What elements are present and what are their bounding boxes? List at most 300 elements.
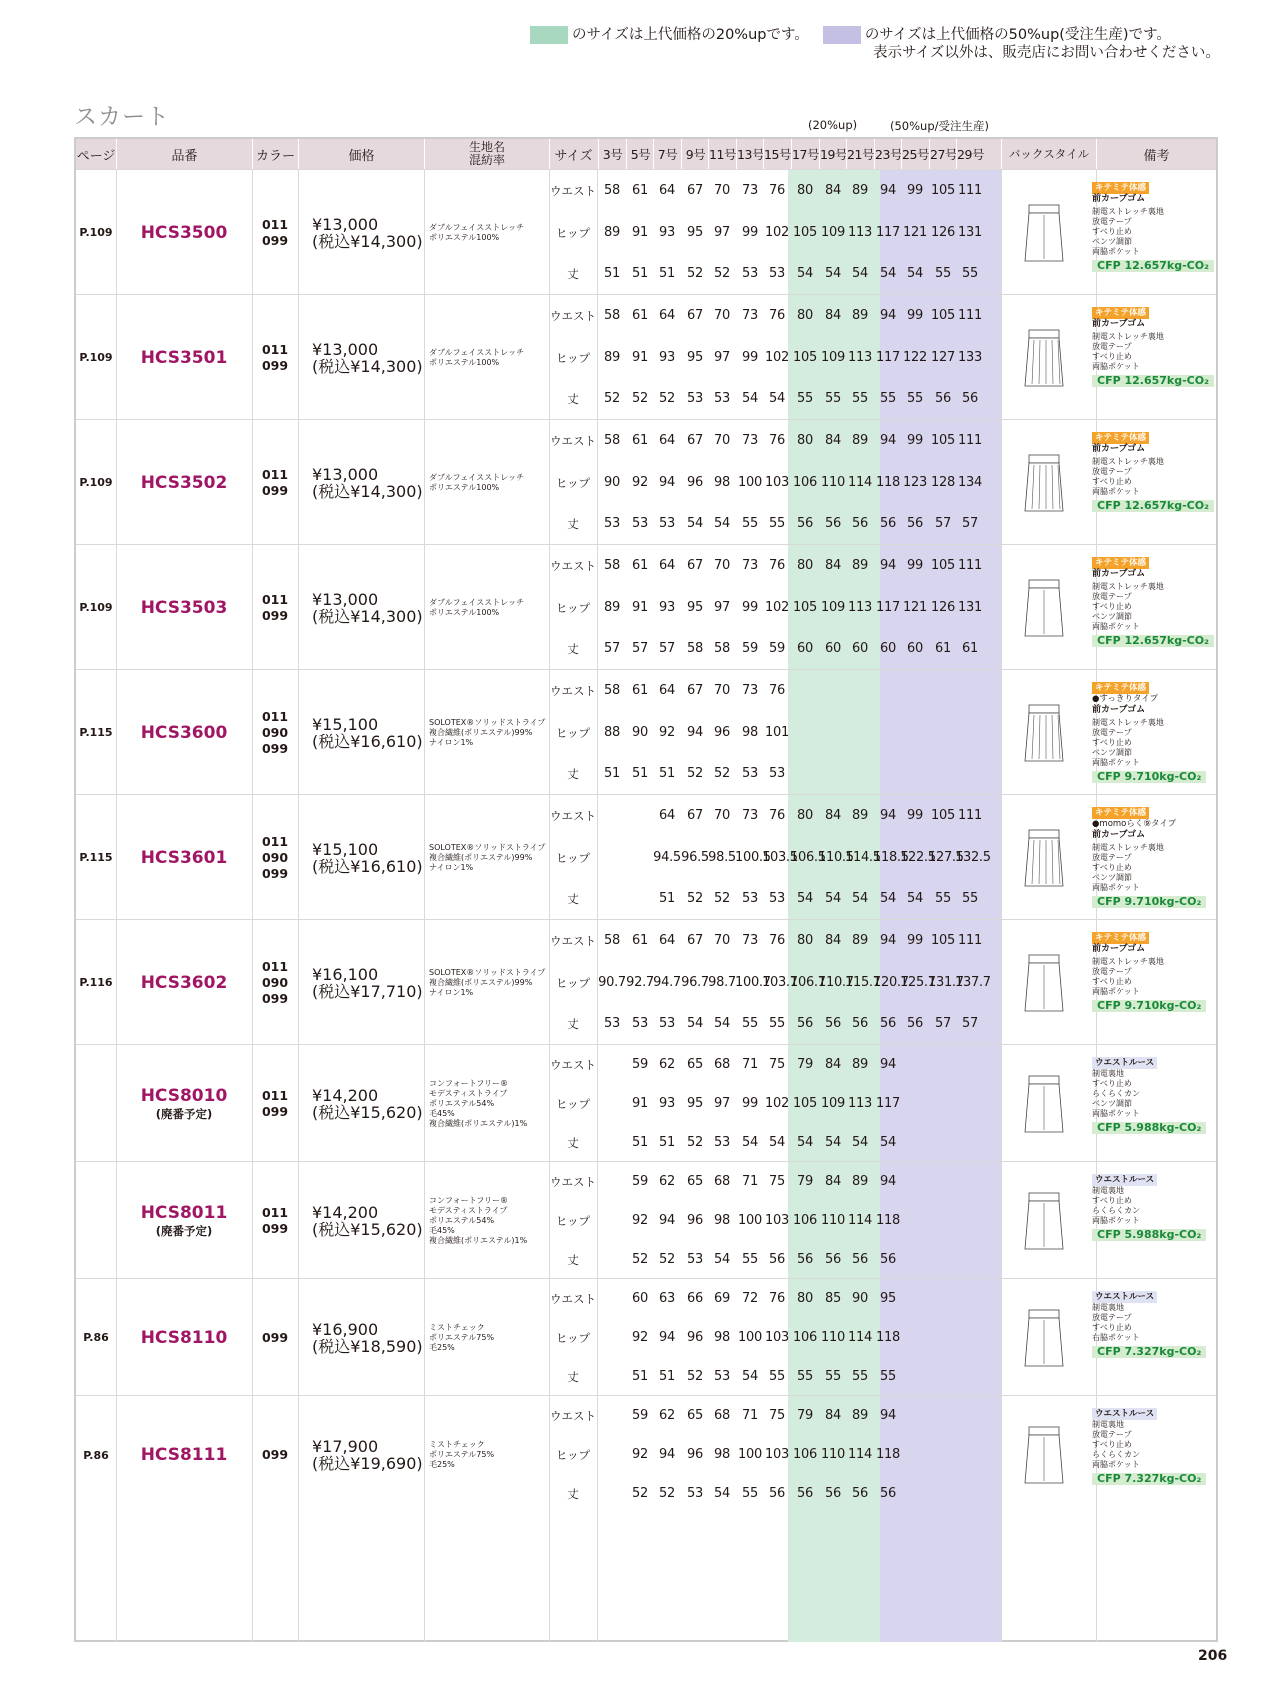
size-value-waist: 73 <box>742 308 758 323</box>
price-cell <box>298 420 424 545</box>
size-value-length: 54 <box>880 1135 896 1150</box>
size-value-length: 58 <box>687 641 703 656</box>
size-value-hip: 102 <box>765 225 789 240</box>
green-swatch <box>530 26 568 44</box>
size-value-length: 55 <box>935 891 951 906</box>
legend-green-text: のサイズは上代価格の20%upです。 <box>572 27 809 43</box>
size-value-hip: 94.5 <box>653 850 681 865</box>
size-value-waist: 105 <box>931 183 955 198</box>
size-value-waist: 89 <box>852 308 868 323</box>
product-code: HCS3500 <box>140 222 228 243</box>
color-code: 099 <box>261 1447 289 1462</box>
size-value-hip: 122 <box>903 350 927 365</box>
measure-label-length: 丈 <box>567 517 579 531</box>
size-value-length: 53 <box>769 891 785 906</box>
size-value-waist: 67 <box>687 308 703 323</box>
size-value-waist: 80 <box>797 183 813 198</box>
size-value-hip: 88 <box>604 725 620 740</box>
header-size-3: 9号 <box>681 139 709 169</box>
size-value-length: 53 <box>714 1135 730 1150</box>
size-value-length: 52 <box>604 391 620 406</box>
size-value-length: 53 <box>742 766 758 781</box>
feature-item: 放電テープ <box>1092 967 1132 976</box>
size-value-waist: 67 <box>687 933 703 948</box>
catalog-page: P.115 <box>79 851 113 864</box>
size-value-length: 57 <box>962 1016 978 1031</box>
fabric-line: ポリエステル100% <box>429 607 500 617</box>
size-value-hip: 91 <box>632 350 648 365</box>
color-code: 099 <box>261 482 289 498</box>
feature-item: 制電裏地 <box>1092 1420 1124 1429</box>
fabric-cell <box>424 1396 549 1514</box>
price: ¥13,000 <box>312 214 379 234</box>
price-cell <box>298 1045 424 1162</box>
feature-item: すべり止め <box>1092 977 1132 986</box>
feature-item: すべり止め <box>1092 863 1132 872</box>
price-cell <box>298 295 424 420</box>
size-value-waist: 79 <box>797 1408 813 1423</box>
size-value-length: 57 <box>935 1016 951 1031</box>
size-value-waist: 80 <box>797 308 813 323</box>
size-value-hip: 97 <box>714 225 730 240</box>
size-value-length: 52 <box>687 1369 703 1384</box>
size-value-hip: 92 <box>659 725 675 740</box>
header-size-8: 19号 <box>819 139 847 169</box>
size-value-hip: 102 <box>765 1096 789 1111</box>
feature-item: 放電テープ <box>1092 592 1132 601</box>
color-code: 099 <box>261 232 289 248</box>
catalog-page: P.109 <box>79 226 113 239</box>
size-value-hip: 93 <box>659 600 675 615</box>
size-value-hip: 101 <box>765 725 789 740</box>
size-value-hip: 97 <box>714 600 730 615</box>
size-value-waist: 65 <box>687 1408 703 1423</box>
size-value-waist: 70 <box>714 808 730 823</box>
feature-item: すべり止め <box>1092 738 1132 747</box>
header-size-0: 3号 <box>598 139 626 169</box>
color-codes <box>252 920 298 1045</box>
measure-label-hip: ヒップ <box>555 726 591 740</box>
size-value-length: 53 <box>769 766 785 781</box>
size-value-waist: 68 <box>714 1057 730 1072</box>
header-size-1: 5号 <box>626 139 654 169</box>
measure-label-length: 丈 <box>567 1017 579 1031</box>
feature-item: 両脇ポケット <box>1092 758 1140 767</box>
size-value-hip: 114.5 <box>845 850 881 865</box>
measure-label-length: 丈 <box>567 1487 579 1501</box>
fabric-line: ダブルフェイスストレッチ <box>429 222 525 232</box>
size-value-length: 53 <box>687 1252 703 1267</box>
size-value-waist: 111 <box>958 558 982 573</box>
size-value-waist: 66 <box>687 1291 703 1306</box>
feature-item: らくらくカン <box>1092 1089 1140 1098</box>
size-value-length: 54 <box>852 891 868 906</box>
feature-item: 右脇ポケット <box>1092 1333 1140 1342</box>
size-value-hip: 123 <box>903 475 927 490</box>
size-value-hip: 93 <box>659 1096 675 1111</box>
product-code: HCS3503 <box>140 597 228 618</box>
size-value-hip: 94.7 <box>653 975 681 990</box>
size-value-hip: 106.7 <box>790 975 826 990</box>
feature-item: 放電テープ <box>1092 467 1132 476</box>
size-value-length: 56 <box>852 1016 868 1031</box>
table-row <box>76 544 1216 669</box>
size-value-waist: 61 <box>632 183 648 198</box>
feature-tag: キテミテ体感 <box>1092 307 1149 319</box>
measure-label-hip: ヒップ <box>555 601 591 615</box>
size-value-hip: 121 <box>903 600 927 615</box>
feature-tag: ウエストルース <box>1092 1408 1157 1420</box>
header-size-7: 17号 <box>791 139 819 169</box>
feature-item: 放電テープ <box>1092 853 1132 862</box>
size-value-waist: 94 <box>880 933 896 948</box>
size-value-length: 56 <box>797 1252 813 1267</box>
feature-item: すべり止め <box>1092 352 1132 361</box>
price: ¥13,000 <box>312 589 379 609</box>
color-codes <box>252 1396 298 1514</box>
feature-item: 制電ストレッチ裏地 <box>1092 332 1164 341</box>
catalog-page: P.86 <box>83 1448 109 1462</box>
catalog-page: P.86 <box>83 1331 109 1344</box>
price-cell <box>298 545 424 670</box>
catalog-page <box>76 1162 116 1279</box>
size-value-waist: 94 <box>880 1408 896 1423</box>
size-value-length: 54 <box>769 391 785 406</box>
size-value-hip: 118 <box>876 1447 900 1462</box>
color-code: 090 <box>261 849 289 865</box>
price: ¥16,100 <box>312 964 379 984</box>
size-value-hip: 114 <box>848 1213 872 1228</box>
size-value-hip: 113 <box>848 600 872 615</box>
color-code: 090 <box>261 724 289 740</box>
measure-label-waist: ウエスト <box>550 684 596 698</box>
price: ¥17,900 <box>312 1437 379 1456</box>
remarks-cell <box>1092 432 1212 512</box>
catalog-page <box>76 1045 116 1162</box>
price: ¥14,200 <box>312 1202 379 1222</box>
size-value-hip: 121 <box>903 225 927 240</box>
size-value-hip: 110 <box>821 1330 845 1345</box>
measure-label-hip: ヒップ <box>555 851 591 865</box>
feature-item: 制電ストレッチ裏地 <box>1092 582 1164 591</box>
size-value-waist: 58 <box>604 183 620 198</box>
price-with-tax: (税込¥19,690) <box>312 1454 423 1473</box>
size-value-hip: 134 <box>958 475 982 490</box>
size-value-hip: 92.7 <box>626 975 654 990</box>
size-value-length: 56 <box>880 516 896 531</box>
remarks-cell <box>1092 682 1212 783</box>
size-value-length: 54 <box>742 391 758 406</box>
size-value-waist: 99 <box>907 808 923 823</box>
size-value-hip: 117 <box>876 225 900 240</box>
size-value-waist: 80 <box>797 433 813 448</box>
size-value-length: 55 <box>880 391 896 406</box>
size-value-length: 54 <box>825 1135 841 1150</box>
size-value-hip: 127.5 <box>928 850 964 865</box>
feature-item: すべり止め <box>1092 602 1132 611</box>
size-value-hip: 131 <box>958 600 982 615</box>
size-value-waist: 94 <box>880 183 896 198</box>
table-row <box>76 919 1216 1044</box>
product-code-cell <box>116 295 252 420</box>
size-value-length: 56 <box>797 1016 813 1031</box>
size-value-length: 54 <box>852 266 868 281</box>
size-value-length: 61 <box>935 641 951 656</box>
size-value-hip: 100.5 <box>735 850 771 865</box>
size-value-length: 54 <box>769 1135 785 1150</box>
size-value-waist: 70 <box>714 683 730 698</box>
fabric-line: ポリエステル75% <box>429 1332 495 1342</box>
size-value-waist: 70 <box>714 308 730 323</box>
feature-tag: キテミテ体感 <box>1092 807 1149 819</box>
fit-type: ●momoらく⑨タイプ <box>1092 819 1177 829</box>
size-value-hip: 97 <box>714 1096 730 1111</box>
color-codes <box>252 1162 298 1279</box>
size-value-length: 52 <box>632 1486 648 1501</box>
measure-label-waist: ウエスト <box>550 1292 596 1306</box>
fabric-cell <box>424 545 549 670</box>
feature-highlight: 前カーブゴム <box>1092 944 1146 954</box>
color-code: 099 <box>261 990 289 1006</box>
feature-item: 制電ストレッチ裏地 <box>1092 843 1164 852</box>
color-codes <box>252 795 298 920</box>
fabric-line: ナイロン1% <box>429 862 474 872</box>
header-remarks: 備考 <box>1096 139 1216 169</box>
catalog-page: P.109 <box>79 601 113 614</box>
size-value-hip: 103.7 <box>762 975 798 990</box>
price: ¥14,200 <box>312 1085 379 1105</box>
size-value-length: 55 <box>797 1369 813 1384</box>
remarks-cell <box>1092 932 1212 1012</box>
catalog-page: P.109 <box>79 351 113 364</box>
size-value-waist: 89 <box>852 808 868 823</box>
feature-item: 両脇ポケット <box>1092 247 1140 256</box>
price-cell <box>298 170 424 295</box>
back-style-illustration <box>1022 201 1066 265</box>
size-value-hip: 109 <box>821 225 845 240</box>
price-cell <box>298 670 424 795</box>
size-value-waist: 58 <box>604 558 620 573</box>
header-fabric-name: 生地名 <box>468 140 505 154</box>
size-value-hip: 95 <box>687 600 703 615</box>
size-value-hip: 102 <box>765 350 789 365</box>
size-value-length: 53 <box>659 516 675 531</box>
feature-highlight: 前カーブゴム <box>1092 705 1146 715</box>
color-code: 011 <box>261 958 289 974</box>
fabric-line: 複合繊維(ポリエステル)99% <box>429 977 533 987</box>
size-value-hip: 100 <box>738 1330 762 1345</box>
size-value-waist: 71 <box>742 1408 758 1423</box>
size-value-waist: 90 <box>852 1291 868 1306</box>
fabric-line: 複合繊維(ポリエステル)1% <box>429 1118 528 1128</box>
measure-label-hip: ヒップ <box>555 1214 591 1228</box>
size-value-length: 53 <box>714 391 730 406</box>
size-value-waist: 76 <box>769 183 785 198</box>
fabric-line: 複合繊維(ポリエステル)99% <box>429 852 533 862</box>
size-value-length: 56 <box>825 516 841 531</box>
size-value-length: 51 <box>632 1135 648 1150</box>
size-value-length: 53 <box>742 266 758 281</box>
feature-item: 放電テープ <box>1092 1313 1132 1322</box>
size-value-waist: 75 <box>769 1057 785 1072</box>
size-value-hip: 99 <box>742 600 758 615</box>
size-value-hip: 103.5 <box>762 850 798 865</box>
header-code: 品番 <box>116 139 252 169</box>
size-value-hip: 118 <box>876 1330 900 1345</box>
size-value-length: 53 <box>604 516 620 531</box>
size-value-hip: 94 <box>659 1213 675 1228</box>
price-with-tax: (税込¥15,620) <box>312 1219 423 1239</box>
table-row <box>76 419 1216 544</box>
back-style-illustration <box>1022 1072 1066 1136</box>
size-value-waist: 70 <box>714 558 730 573</box>
feature-item: すべり止め <box>1092 1440 1132 1449</box>
size-value-length: 53 <box>687 391 703 406</box>
size-value-waist: 84 <box>825 308 841 323</box>
size-value-waist: 89 <box>852 1057 868 1072</box>
size-value-waist: 70 <box>714 433 730 448</box>
size-value-hip: 128 <box>931 475 955 490</box>
measure-label-waist: ウエスト <box>550 1058 596 1072</box>
feature-item: 制電ストレッチ裏地 <box>1092 718 1164 727</box>
fabric-line: モデスティストライプ <box>429 1088 508 1098</box>
size-value-length: 54 <box>907 891 923 906</box>
measure-label-waist: ウエスト <box>550 309 596 323</box>
price: ¥15,100 <box>312 714 379 734</box>
size-value-length: 54 <box>742 1369 758 1384</box>
feature-item: ベンツ調節 <box>1092 237 1132 246</box>
measure-label-waist: ウエスト <box>550 809 596 823</box>
skirt-size-table <box>74 137 1218 1642</box>
size-value-waist: 94 <box>880 1174 896 1189</box>
remarks-cell <box>1092 1291 1212 1358</box>
fabric-cell <box>424 920 549 1045</box>
size-value-hip: 92 <box>632 475 648 490</box>
fabric-line: ダブルフェイスストレッチ <box>429 472 525 482</box>
size-value-waist: 111 <box>958 308 982 323</box>
size-value-length: 60 <box>825 641 841 656</box>
feature-tag: ウエストルース <box>1092 1057 1157 1069</box>
fabric-line: SOLOTEX®ソリッドストライプ <box>429 717 546 727</box>
size-value-length: 57 <box>935 516 951 531</box>
size-value-length: 59 <box>742 641 758 656</box>
size-value-waist: 59 <box>632 1057 648 1072</box>
size-value-length: 51 <box>659 266 675 281</box>
size-value-length: 60 <box>907 641 923 656</box>
size-value-waist: 84 <box>825 433 841 448</box>
size-value-waist: 65 <box>687 1057 703 1072</box>
size-value-waist: 70 <box>714 933 730 948</box>
size-value-hip: 117 <box>876 350 900 365</box>
feature-item: ベンツ調節 <box>1092 873 1132 882</box>
size-value-waist: 76 <box>769 558 785 573</box>
measure-label-hip: ヒップ <box>555 1097 591 1111</box>
size-value-length: 51 <box>659 766 675 781</box>
size-value-hip: 110 <box>821 1447 845 1462</box>
cfp-badge: CFP 12.657kg-CO₂ <box>1092 260 1214 272</box>
size-value-waist: 89 <box>852 933 868 948</box>
size-value-hip: 91 <box>632 225 648 240</box>
cfp-badge: CFP 5.988kg-CO₂ <box>1092 1229 1206 1241</box>
size-value-waist: 64 <box>659 683 675 698</box>
fabric-line: SOLOTEX®ソリッドストライプ <box>429 842 546 852</box>
size-value-waist: 99 <box>907 183 923 198</box>
table-row <box>76 1161 1216 1278</box>
size-value-hip: 109 <box>821 1096 845 1111</box>
feature-item: 両脇ポケット <box>1092 622 1140 631</box>
size-value-hip: 100 <box>738 1213 762 1228</box>
measure-label-hip: ヒップ <box>555 1331 591 1345</box>
feature-highlight: 前カーブゴム <box>1092 319 1146 329</box>
size-value-hip: 95 <box>687 1096 703 1111</box>
size-value-length: 56 <box>880 1486 896 1501</box>
premium-50-label: (50%up/受注生産) <box>890 119 989 133</box>
size-value-length: 51 <box>604 266 620 281</box>
header-size-10: 23号 <box>874 139 902 169</box>
size-value-hip: 103 <box>765 1330 789 1345</box>
fabric-cell <box>424 670 549 795</box>
size-value-waist: 94 <box>880 558 896 573</box>
product-code-cell <box>116 670 252 795</box>
size-value-hip: 109 <box>821 350 845 365</box>
size-value-length: 52 <box>659 1486 675 1501</box>
size-value-length: 56 <box>907 1016 923 1031</box>
back-style-illustration <box>1022 451 1066 515</box>
size-value-waist: 73 <box>742 433 758 448</box>
size-value-waist: 58 <box>604 433 620 448</box>
feature-item: 両脇ポケット <box>1092 987 1140 996</box>
feature-item: らくらくカン <box>1092 1450 1140 1459</box>
table-row <box>76 1278 1216 1395</box>
size-value-waist: 62 <box>659 1174 675 1189</box>
measure-label-waist: ウエスト <box>550 184 596 198</box>
size-value-waist: 99 <box>907 933 923 948</box>
size-value-waist: 61 <box>632 558 648 573</box>
size-value-waist: 105 <box>931 933 955 948</box>
fabric-line: 複合繊維(ポリエステル)1% <box>429 1235 528 1245</box>
size-value-waist: 76 <box>769 683 785 698</box>
back-style-illustration <box>1022 576 1066 640</box>
size-value-length: 55 <box>825 1369 841 1384</box>
product-code: HCS8010 <box>140 1085 228 1106</box>
size-value-hip: 96.5 <box>681 850 709 865</box>
feature-item: 制電裏地 <box>1092 1069 1124 1078</box>
size-value-length: 52 <box>687 766 703 781</box>
product-code: HCS3600 <box>140 722 228 743</box>
size-value-hip: 100 <box>738 1447 762 1462</box>
feature-tag: キテミテ体感 <box>1092 682 1149 694</box>
size-value-hip: 105 <box>793 1096 817 1111</box>
size-value-length: 54 <box>714 516 730 531</box>
price: ¥13,000 <box>312 464 379 484</box>
size-value-waist: 73 <box>742 558 758 573</box>
fabric-line: SOLOTEX®ソリッドストライプ <box>429 967 546 977</box>
size-value-waist: 111 <box>958 808 982 823</box>
size-value-length: 55 <box>742 1486 758 1501</box>
size-value-waist: 68 <box>714 1174 730 1189</box>
back-style-illustration <box>1022 826 1066 890</box>
table-row <box>76 294 1216 419</box>
measure-label-waist: ウエスト <box>550 1409 596 1423</box>
size-value-waist: 67 <box>687 558 703 573</box>
size-value-hip: 113 <box>848 225 872 240</box>
size-value-hip: 98.5 <box>708 850 736 865</box>
size-value-hip: 113 <box>848 350 872 365</box>
size-value-waist: 64 <box>659 558 675 573</box>
table-row <box>76 1395 1216 1513</box>
price: ¥16,900 <box>312 1319 379 1339</box>
fabric-line: ポリエステル75% <box>429 1450 495 1459</box>
